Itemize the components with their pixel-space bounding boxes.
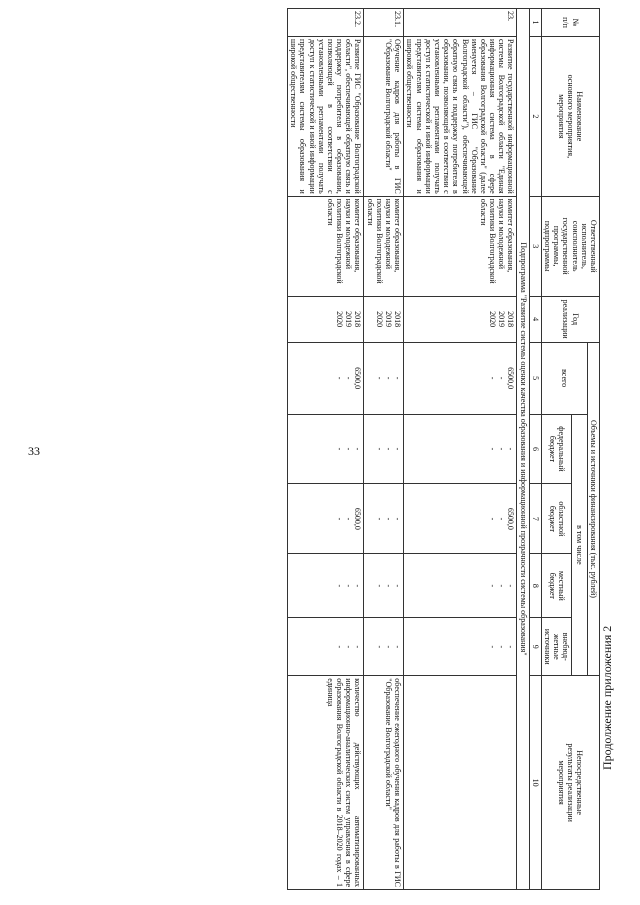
header-funding: Объемы и источники финансирования (тыс. рублей) bbox=[587, 342, 599, 676]
header-extra: внебюд- жетные источники bbox=[541, 618, 572, 676]
table-row bbox=[404, 9, 517, 890]
regional-amount: 6500,0 - - bbox=[288, 484, 365, 554]
column-number: 6 bbox=[529, 414, 541, 484]
header-number: № п/п bbox=[541, 9, 599, 37]
column-number: 5 bbox=[529, 342, 541, 414]
federal-amount: - - - bbox=[288, 414, 365, 484]
column-number: 1 bbox=[529, 9, 541, 37]
header-local: местный бюджет bbox=[541, 554, 572, 618]
years: 2018 2019 2020 bbox=[288, 296, 365, 342]
rotated-table-sheet bbox=[135, 8, 600, 890]
subprogram-title: Подпрограмма "Развитие системы оценки качества образования и информационной прозрачности системы образования" bbox=[517, 9, 529, 890]
total-amount: 6500,0 - - bbox=[404, 342, 517, 414]
extra-amount: - - - bbox=[404, 618, 517, 676]
years: 2018 2019 2020 bbox=[364, 296, 404, 342]
column-number: 9 bbox=[529, 618, 541, 676]
regional-amount: - - - bbox=[364, 484, 404, 554]
total-amount: 6500,0 - - bbox=[288, 342, 365, 414]
header-results: Непосредственные результаты реализации мероприятия bbox=[541, 676, 599, 890]
column-number: 2 bbox=[529, 36, 541, 196]
header-year: Год реализации bbox=[541, 296, 599, 342]
column-number: 10 bbox=[529, 676, 541, 890]
header-regional: областной бюджет bbox=[541, 484, 572, 554]
federal-amount: - - - bbox=[404, 414, 517, 484]
header-including: в том числе bbox=[572, 414, 587, 676]
page-number: 33 bbox=[28, 444, 40, 458]
header-total: всего bbox=[541, 342, 587, 414]
column-number: 7 bbox=[529, 484, 541, 554]
column-number: 3 bbox=[529, 196, 541, 296]
local-amount: - - - bbox=[288, 554, 365, 618]
executor: комитет образования, науки и молодежной политики Волгоградской области bbox=[364, 196, 404, 296]
header-executor: Ответственный исполнитель, соисполнитель государственной программы, подпрограммы bbox=[541, 196, 599, 296]
total-amount: - - - bbox=[364, 342, 404, 414]
measure-name: Развитие государственной информационной системы Волгоградской области "Единая информационная система в сфере образования Волгоградской области" (далее именуется – ГИС "Образование Волгоградской области"), обеспечивающей обратную связь и поддержку потребителя в образовании, позволяющей в соответствии с установленными регламентами получать доступ к статистической и иной информации представителям системы образования и широкой общественности bbox=[404, 36, 517, 196]
result: обеспечение ежегодного обучения кадров для работы в ГИС "Образование Волгоградской области" bbox=[364, 676, 404, 890]
years: 2018 2019 2020 bbox=[404, 296, 517, 342]
extra-amount: - - - bbox=[288, 618, 365, 676]
executor: комитет образования, науки и молодежной политики Волгоградской области bbox=[404, 196, 517, 296]
result: количество действующих автоматизированных информационно-аналитических систем управления в сфере образования Волгоградской области в 2018–2020 годах – 1 единица bbox=[288, 676, 365, 890]
regional-amount: 6500,0 - - bbox=[404, 484, 517, 554]
extra-amount: - - - bbox=[364, 618, 404, 676]
column-number: 4 bbox=[529, 296, 541, 342]
header-federal: федеральный бюджет bbox=[541, 414, 572, 484]
local-amount: - - - bbox=[404, 554, 517, 618]
funding-table bbox=[287, 8, 600, 890]
column-number: 8 bbox=[529, 554, 541, 618]
local-amount: - - - bbox=[364, 554, 404, 618]
executor: комитет образования, науки и молодежной политики Волгоградской области bbox=[288, 196, 365, 296]
measure-name: Развитие ГИС "Образование Волгоградской области", обеспечивающей обратную связь и поддержку потребителя в образовании, позволяющей в соответствии с установленными регламентами получать доступ к статистической и иной информации представителям системы образования и широкой общественности bbox=[288, 36, 365, 196]
row-number: 23.1. bbox=[364, 9, 404, 37]
table-row bbox=[288, 9, 365, 890]
table-row bbox=[364, 9, 404, 890]
measure-name: Обучение кадров для работы в ГИС "Образование Волгоградской области" bbox=[364, 36, 404, 196]
header-name: Наименование основного мероприятия, мероприятия bbox=[541, 36, 599, 196]
appendix-label: Продолжение приложения 2 bbox=[600, 625, 614, 770]
row-number: 23.2. bbox=[288, 9, 365, 37]
federal-amount: - - - bbox=[364, 414, 404, 484]
row-number: 23. bbox=[404, 9, 517, 37]
result bbox=[404, 676, 517, 890]
